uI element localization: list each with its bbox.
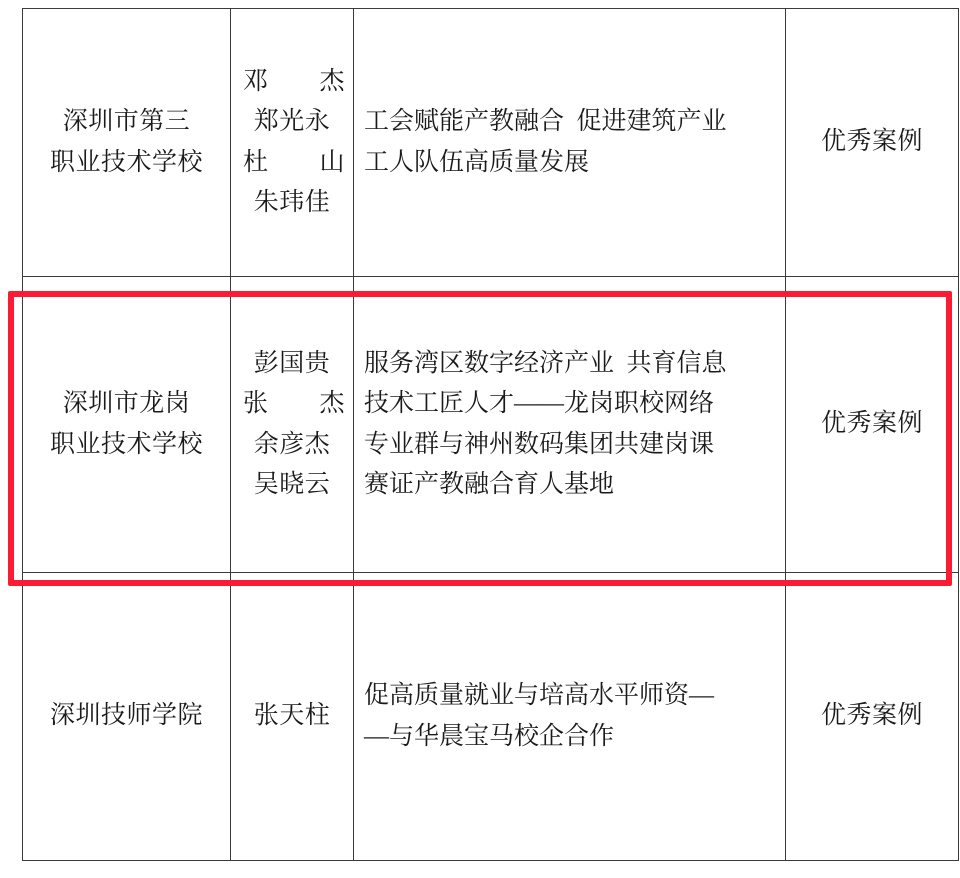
school-name [23,92,230,193]
case-title [354,334,785,516]
award-label: 优秀案例 [820,410,923,438]
case-title-line: 促高质量就业与培高水平师资— [364,682,715,709]
school-cell [23,277,231,573]
case-title-line: 工会赋能产教融合 促进建筑产业 [364,108,727,135]
school-line: 深圳技师学院 [49,702,203,730]
school-line: 职业技术学校 [49,430,203,458]
award-cell [786,9,959,277]
author-name: 邓 杰 [243,67,346,95]
case-title-cell [354,573,786,861]
school-line: 深圳市第三 [62,108,191,135]
names-cell [231,277,354,573]
case-title-cell [354,277,786,573]
names-cell [231,9,354,277]
award-cell [786,573,959,861]
names-cell [231,573,354,861]
table-row [23,9,959,277]
case-title-line: 赛证产教融合育人基地 [364,471,615,498]
author-name: 张天柱 [253,702,331,730]
case-title-line: —与华晨宝马校企合作 [364,722,615,750]
school-cell [23,9,231,277]
award-cell [786,277,959,573]
school-name [23,686,230,747]
document-page [0,8,960,878]
author-name: 郑光永 [253,108,331,135]
case-title-cell [354,9,786,277]
author-names [231,52,353,234]
author-name: 杜 山 [243,148,346,176]
table-row [23,573,959,861]
case-title [354,666,785,767]
school-line: 深圳市龙岗 [62,390,191,417]
school-name [23,374,230,475]
author-name: 吴晓云 [253,471,331,498]
author-name: 彭国贵 [253,349,331,377]
award-label: 优秀案例 [820,128,923,156]
school-cell [23,573,231,861]
author-names [231,334,353,516]
case-title-line: 技术工匠人才——龙岗职校网络 [364,390,715,417]
case-title-line: 专业群与神州数码集团共建岗课 [364,430,715,458]
school-line: 职业技术学校 [49,148,203,176]
table-row-highlighted [23,277,959,573]
author-names [231,686,353,747]
author-name: 张 杰 [243,390,346,417]
table-body [23,9,959,861]
case-title-line: 工人队伍高质量发展 [364,148,590,176]
award-label: 优秀案例 [820,702,923,730]
case-title-line: 服务湾区数字经济产业 共育信息 [364,349,727,377]
case-title [354,92,785,193]
award-table [22,8,959,861]
author-name: 余彦杰 [253,430,331,458]
author-name: 朱玮佳 [253,189,331,216]
